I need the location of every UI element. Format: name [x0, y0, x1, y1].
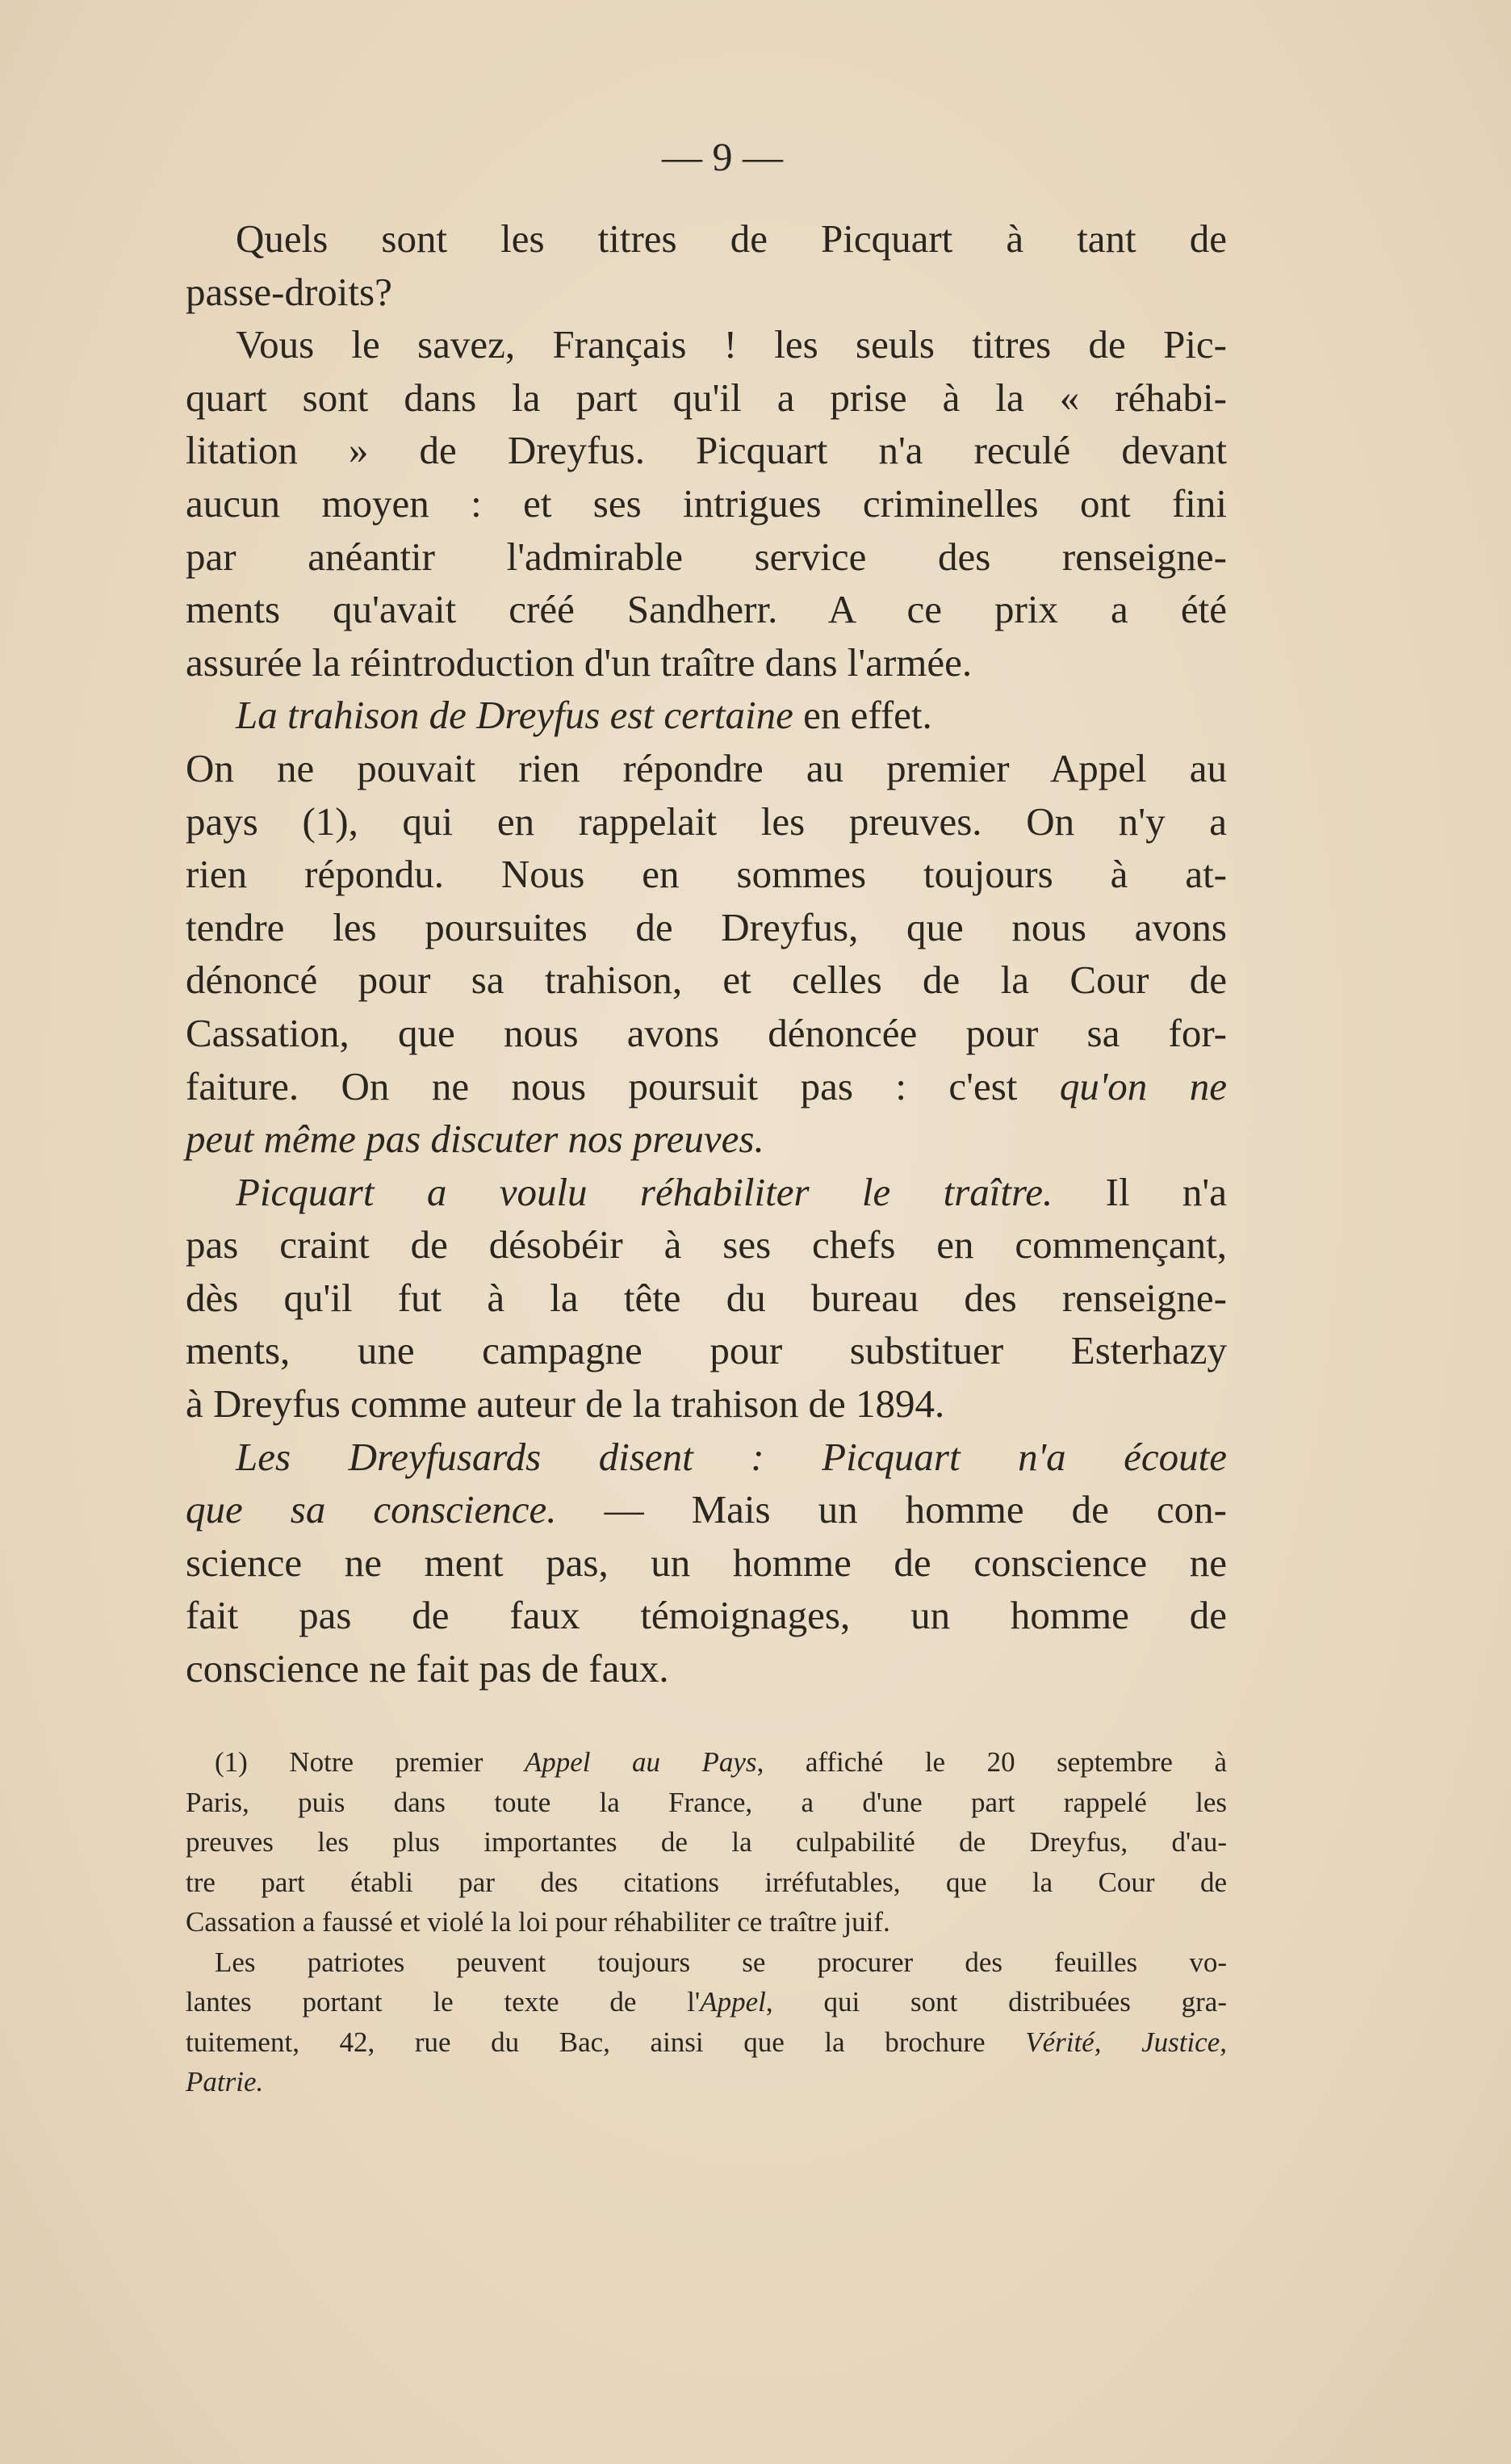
footnote-line: [186, 2062, 1227, 2102]
text-line: [186, 1483, 1227, 1536]
text-line: [186, 1272, 1227, 1325]
text-line: [186, 1218, 1227, 1272]
text-line: [186, 795, 1227, 849]
text: ments, une campagne pour substituer Esterhazy: [186, 1328, 1227, 1373]
footnote-line: [186, 1863, 1227, 1903]
text: Vous le savez, Français ! les seuls titres de Pic-: [236, 322, 1227, 367]
footnote-line: [186, 1942, 1227, 1983]
text: assurée la réintroduction d'un traître dans l'armée.: [186, 639, 973, 685]
text: Cassation, que nous avons dénoncée pour sa for-: [186, 1010, 1227, 1055]
text: par anéantir l'admirable service des renseigne-: [186, 534, 1227, 579]
text: On ne pouvait rien répondre au premier Appel au: [186, 745, 1227, 790]
text-line: [186, 1589, 1227, 1642]
italic-text: Picquart a voulu réhabiliter le traître.: [236, 1169, 1053, 1214]
text: tre part établi par des citations irréfutables, que la Cour de: [186, 1866, 1227, 1898]
text-line: [186, 636, 1227, 689]
italic-text: qu'on ne: [1059, 1063, 1227, 1108]
italic-text: Appel: [700, 1986, 766, 2018]
text-line: [186, 1166, 1227, 1219]
footnote-line: [186, 1982, 1227, 2022]
text-line: [186, 371, 1227, 425]
page-number: — 9 —: [662, 134, 783, 179]
text-line: [186, 1113, 1227, 1166]
text-line: [186, 1060, 1227, 1113]
italic-text: peut même pas discuter nos preuves.: [186, 1117, 764, 1162]
text-line: [186, 848, 1227, 901]
text: Cassation a faussé et violé la loi pour réhabiliter ce traître juif.: [186, 1906, 890, 1938]
text: conscience ne fait pas de faux.: [186, 1646, 669, 1691]
text: Paris, puis dans toute la France, a d'une part rappelé les: [186, 1786, 1227, 1818]
italic-text: Vérité, Justice,: [1025, 2026, 1227, 2058]
text: Il n'a: [1053, 1169, 1227, 1214]
text: Les patriotes peuvent toujours se procurer des feuilles vo-: [215, 1946, 1227, 1978]
text: dès qu'il fut à la tête du bureau des renseigne-: [186, 1275, 1227, 1320]
footnote-line: [186, 2022, 1227, 2063]
text: , affiché le 20 septembre à: [756, 1746, 1227, 1778]
text-line: [186, 212, 1227, 266]
text: tendre les poursuites de Dreyfus, que nous avons: [186, 904, 1227, 949]
text: ments qu'avait créé Sandherr. A ce prix a été: [186, 587, 1227, 632]
text: (1) Notre premier: [215, 1746, 525, 1778]
text-line: [186, 583, 1227, 636]
text: , qui sont distribuées gra-: [765, 1986, 1227, 2018]
text: science ne ment pas, un homme de conscience ne: [186, 1540, 1227, 1585]
text-line: [186, 742, 1227, 795]
text-line: [186, 530, 1227, 584]
text-line: [186, 953, 1227, 1007]
text: passe-droits?: [186, 269, 392, 314]
text: fait pas de faux témoignages, un homme de: [186, 1593, 1227, 1638]
footnote-line: [186, 1902, 1227, 1942]
text-line: [186, 318, 1227, 371]
text: tuitement, 42, rue du Bac, ainsi que la brochure: [186, 2026, 1026, 2058]
text: en effet.: [793, 693, 932, 738]
italic-text: Les Dreyfusards disent : Picquart n'a écoute: [236, 1434, 1227, 1479]
italic-text: que sa conscience.: [186, 1487, 557, 1532]
text: à Dreyfus comme auteur de la trahison de 1894.: [186, 1381, 945, 1427]
text: Quels sont les titres de Picquart à tant de: [236, 216, 1227, 261]
text: pas craint de désobéir à ses chefs en commençant,: [186, 1222, 1227, 1268]
text: pays (1), qui en rappelait les preuves. On n'y a: [186, 798, 1227, 844]
footnote-line: [186, 1742, 1227, 1783]
footnote-line: [186, 1822, 1227, 1863]
text: quart sont dans la part qu'il a prise à la « réhabi-: [186, 375, 1227, 420]
text: aucun moyen : et ses intrigues criminelles ont fini: [186, 480, 1227, 526]
text-line: [186, 1431, 1227, 1484]
footnotes: [186, 1742, 1227, 2102]
text-line: [186, 477, 1227, 530]
text-line: [186, 266, 1227, 319]
italic-text: La trahison de Dreyfus est certaine: [236, 693, 793, 738]
italic-text: Patrie.: [186, 2066, 264, 2097]
text: lantes portant le texte de l': [186, 1986, 701, 2018]
text: preuves les plus importantes de la culpabilité de Dreyfus, d'au-: [186, 1826, 1227, 1858]
text-line: [186, 901, 1227, 954]
text: — Mais un homme de con-: [556, 1487, 1227, 1532]
text-line: [186, 1324, 1227, 1377]
text: dénoncé pour sa trahison, et celles de la Cour de: [186, 958, 1227, 1003]
text-line: [186, 1377, 1227, 1431]
text-line: [186, 1642, 1227, 1695]
text-line: [186, 1007, 1227, 1060]
text-line: [186, 1536, 1227, 1590]
text-line: [186, 689, 1227, 742]
italic-text: Appel au Pays: [524, 1746, 757, 1778]
body-text: [186, 212, 1227, 1695]
text: litation » de Dreyfus. Picquart n'a reculé devant: [186, 428, 1227, 473]
footnote-line: [186, 1783, 1227, 1823]
text-line: [186, 424, 1227, 477]
text: faiture. On ne nous poursuit pas : c'est: [186, 1063, 1060, 1108]
text: rien répondu. Nous en sommes toujours à at-: [186, 852, 1227, 897]
